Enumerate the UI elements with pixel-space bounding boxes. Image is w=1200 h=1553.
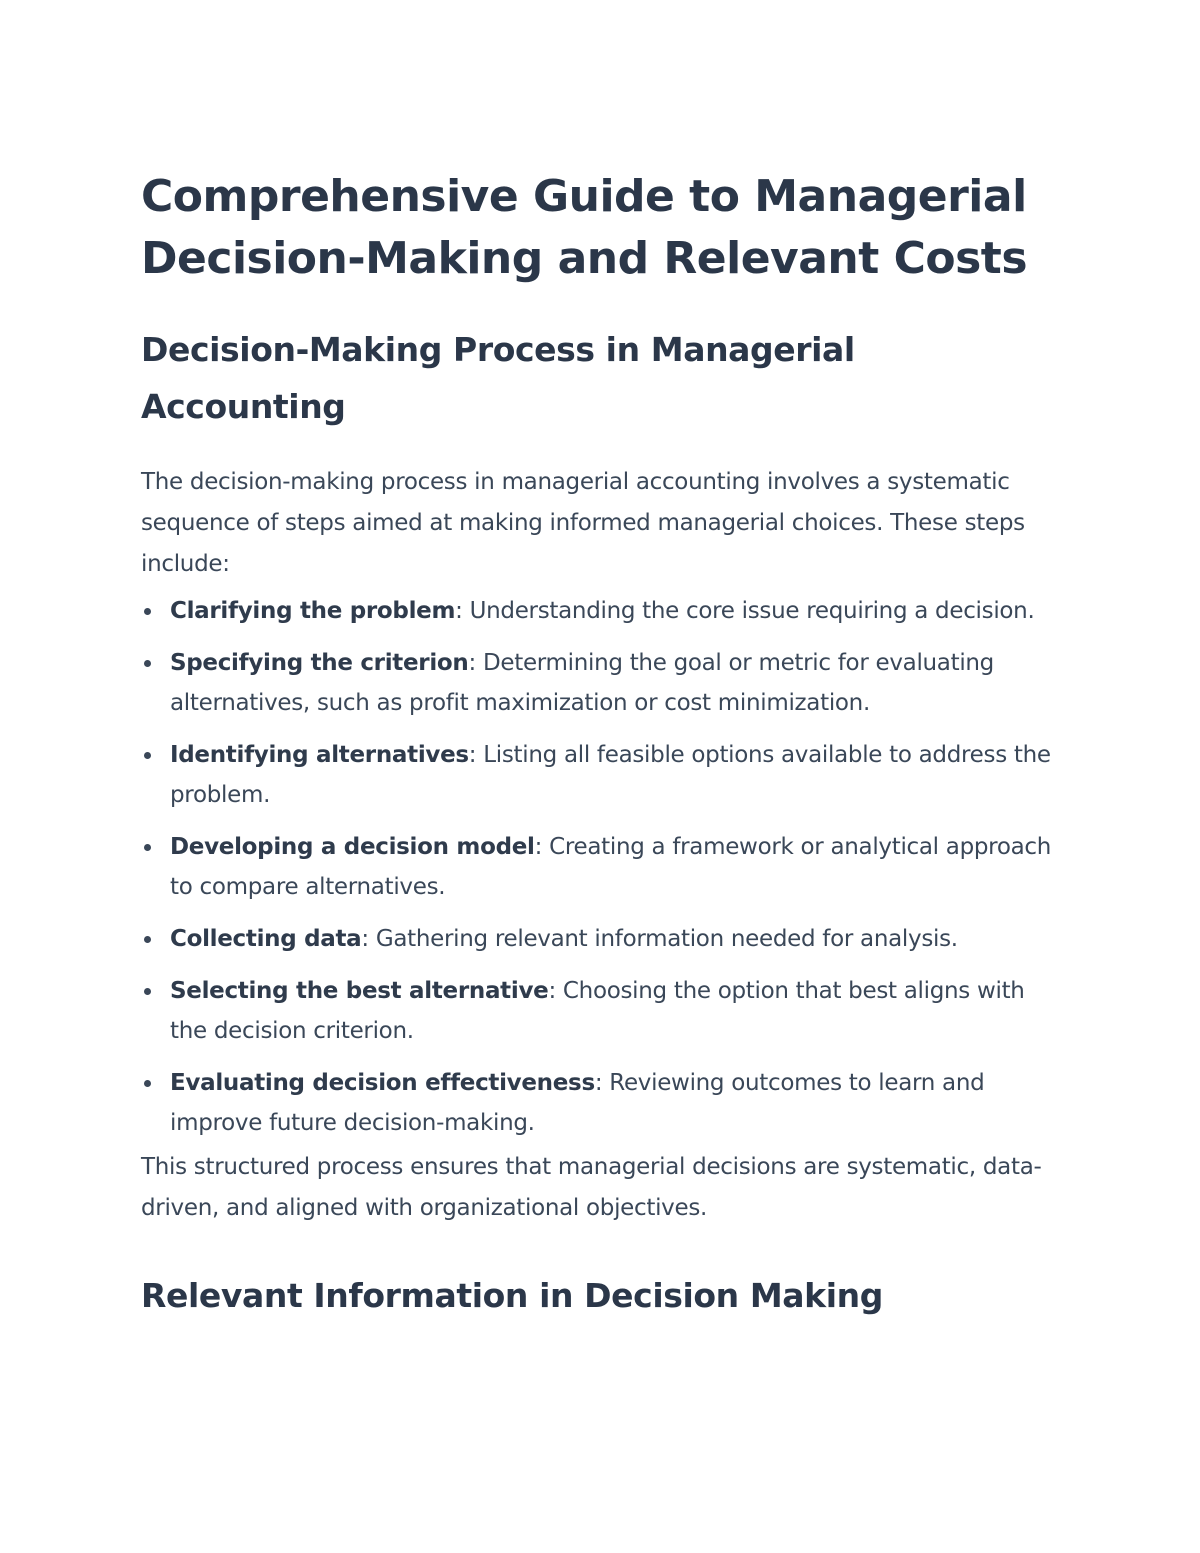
document-page [141,166,1061,1324]
list-item [141,1063,1061,1143]
list-item [141,919,1061,959]
step-term: Specifying the criterion [170,650,469,676]
bullet-icon [144,660,151,667]
step-description: : Choosing the option that best aligns with the decision criterion. [170,978,1025,1044]
section-heading-decision-process: Decision-Making Process in Managerial Accounting [141,330,855,426]
bullet-icon [144,1080,151,1087]
section-summary-paragraph: This structured process ensures that managerial decisions are systematic, data-driven, and aligned with organizational objectives. [141,1154,1042,1221]
list-item [141,971,1061,1051]
bullet-icon [144,608,151,615]
list-item [141,827,1061,907]
step-description: : Creating a framework or analytical approach to compare alternatives. [170,834,1052,900]
document-title: Comprehensive Guide to Managerial Decision-Making and Relevant Costs [141,171,1028,284]
step-description: : Gathering relevant information needed for analysis. [361,926,958,952]
bullet-icon [144,988,151,995]
bullet-icon [144,936,151,943]
step-term: Evaluating decision effectiveness [170,1070,595,1096]
bullet-icon [144,752,151,759]
decision-steps-list [141,591,1061,1143]
step-term: Clarifying the problem [170,598,456,624]
bullet-icon [144,844,151,851]
step-description: : Understanding the core issue requiring a decision. [455,598,1035,624]
list-item [141,591,1061,631]
step-term: Collecting data [170,926,362,952]
step-term: Identifying alternatives [170,742,469,768]
section-heading-relevant-information: Relevant Information in Decision Making [141,1276,883,1315]
section-intro-paragraph: The decision-making process in managerial accounting involves a systematic sequence of steps aimed at making informed managerial choices. These steps include: [141,469,1025,577]
list-item [141,735,1061,815]
list-item [141,643,1061,723]
step-term: Developing a decision model [170,834,535,860]
step-description: : Determining the goal or metric for evaluating alternatives, such as profit maximization or cost minimization. [170,650,994,716]
step-description: : Reviewing outcomes to learn and improve future decision-making. [170,1070,985,1136]
step-term: Selecting the best alternative [170,978,549,1004]
step-description: : Listing all feasible options available to address the problem. [170,742,1051,808]
